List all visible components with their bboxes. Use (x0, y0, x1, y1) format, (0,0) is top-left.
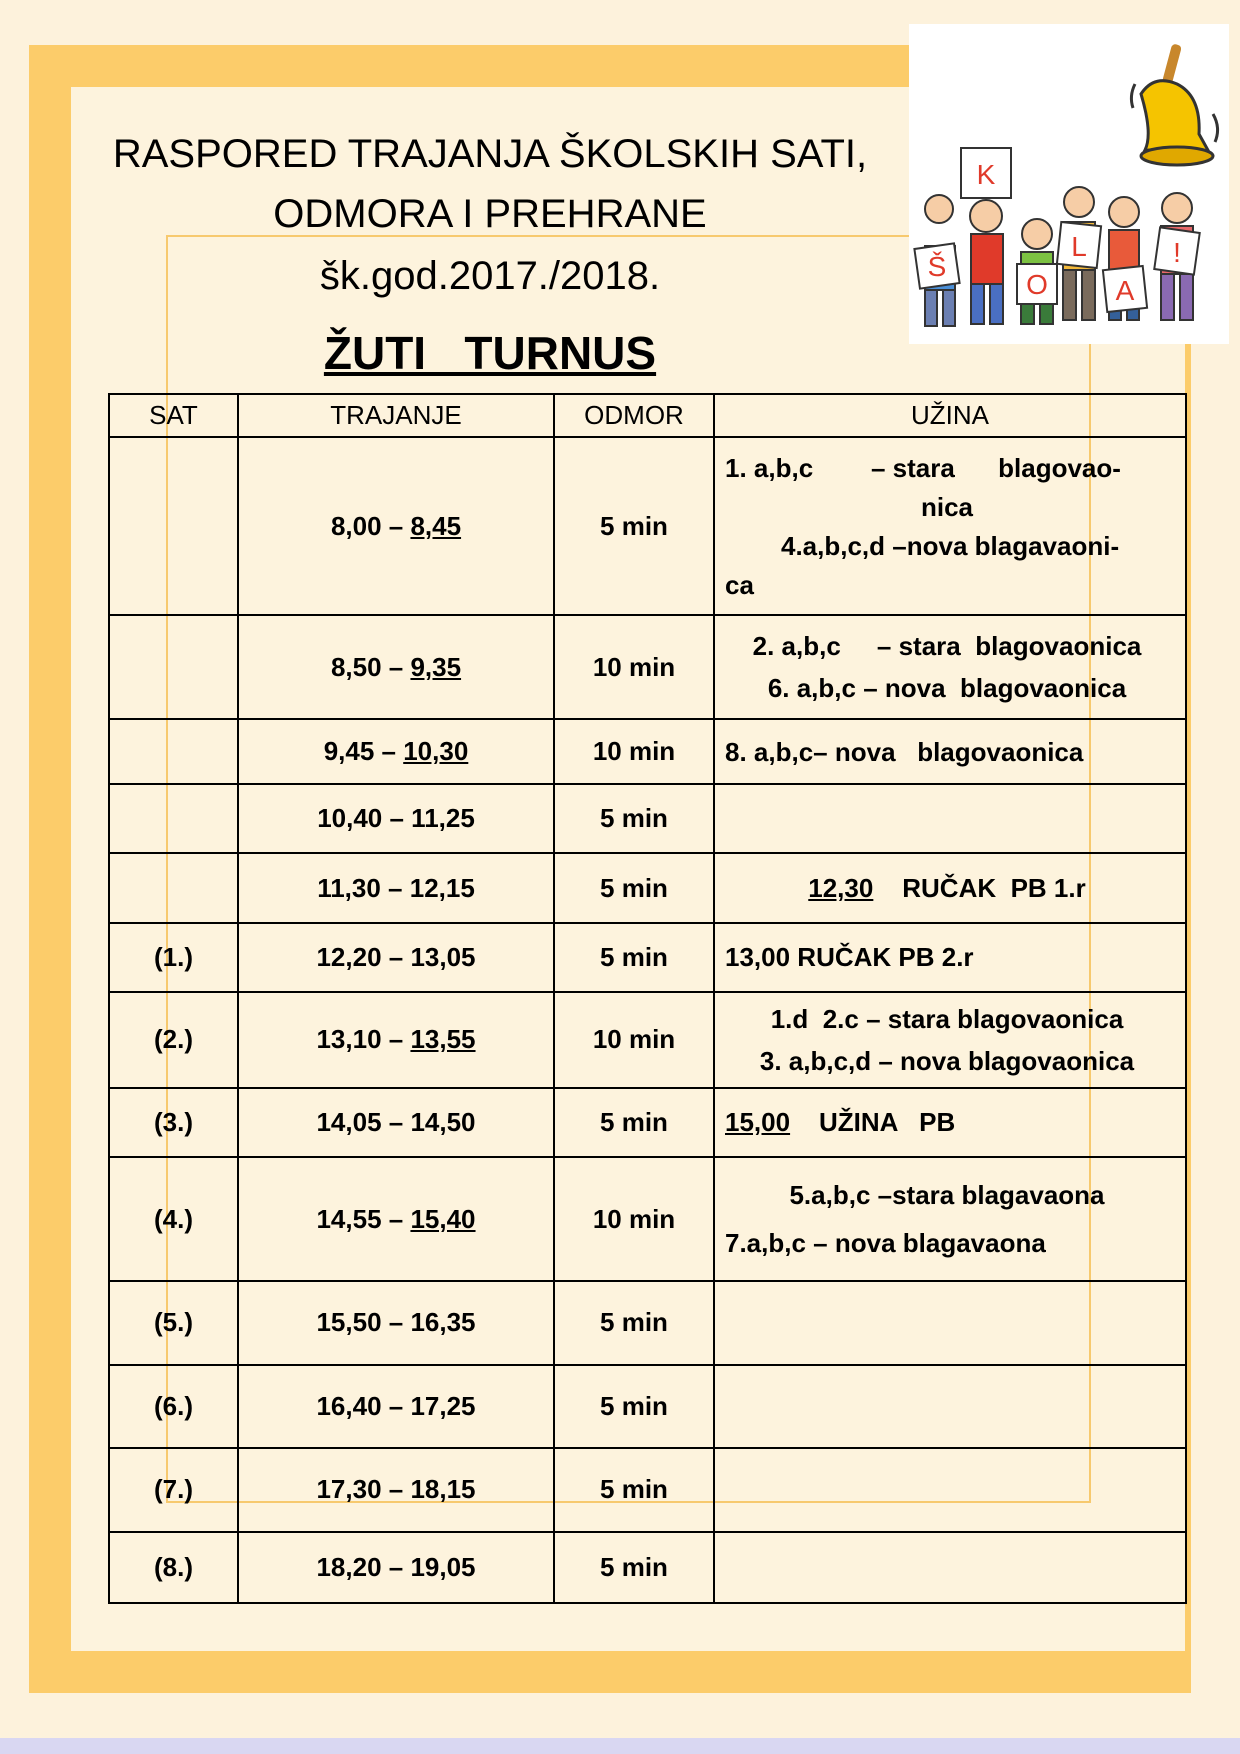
cell-sat: (8.) (109, 1532, 238, 1603)
cell-trajanje (238, 437, 554, 615)
table-row (109, 992, 1186, 1088)
time-start: 16,40 – (316, 1390, 411, 1421)
cell-odmor: 10 min (554, 1157, 714, 1281)
cell-trajanje (238, 1157, 554, 1281)
children-with-bell-illustration (909, 24, 1229, 344)
cell-sat: (2.) (109, 992, 238, 1088)
time-end: 9,35 (410, 651, 462, 682)
header-uzina: UŽINA (714, 394, 1186, 437)
cell-sat: (4.) (109, 1157, 238, 1281)
uzina-time: 12,30 (808, 873, 874, 904)
time-end: 13,05 (410, 941, 476, 972)
title-line-1: RASPORED TRAJANJA ŠKOLSKIH SATI, (112, 132, 868, 176)
cell-odmor: 5 min (554, 923, 714, 992)
cell-uzina (714, 1532, 1186, 1603)
cell-trajanje (238, 853, 554, 922)
uzina-line: 3. a,b,c,d – nova blagovaonica (759, 1045, 1135, 1076)
time-end: 18,15 (410, 1474, 476, 1505)
cell-sat: (3.) (109, 1088, 238, 1157)
sign-letter-k: K (976, 159, 996, 190)
uzina-line: 1. a,b,c – stara blagovao- (725, 452, 1121, 483)
cell-odmor: 10 min (554, 992, 714, 1088)
sign-exclamation: ! (1173, 237, 1181, 268)
uzina-line: 8. a,b,c– nova blagovaonica (725, 736, 1084, 767)
cell-uzina (714, 1088, 1186, 1157)
sign-letter-o: O (1026, 269, 1048, 300)
cell-uzina (714, 853, 1186, 922)
cell-sat (109, 437, 238, 615)
cell-trajanje (238, 1088, 554, 1157)
uzina-text: UŽINA PB (790, 1107, 956, 1138)
uzina-line: 13,00 RUČAK PB 2.r (725, 942, 974, 973)
table-row (109, 853, 1186, 922)
time-start: 9,45 – (323, 736, 404, 767)
time-end: 14,50 (410, 1106, 476, 1137)
cell-odmor: 5 min (554, 1365, 714, 1449)
time-start: 8,00 – (330, 510, 411, 541)
cell-trajanje (238, 615, 554, 719)
time-end: 16,35 (410, 1307, 476, 1338)
time-end: 19,05 (410, 1551, 476, 1582)
uzina-line: 2. a,b,c – stara blagovaonica (752, 631, 1142, 662)
time-end: 10,30 (403, 736, 469, 767)
bottom-stripe (0, 1738, 1240, 1754)
cell-trajanje (238, 992, 554, 1088)
cell-uzina (714, 1281, 1186, 1365)
cell-uzina (714, 784, 1186, 853)
uzina-line: 5.a,b,c –stara blagavaona (789, 1180, 1105, 1210)
table-row (109, 615, 1186, 719)
uzina-line: nica (920, 491, 974, 522)
time-end: 11,25 (411, 803, 475, 834)
uzina-time: 15,00 (725, 1107, 791, 1138)
title-line-2: ODMORA I PREHRANE (273, 192, 707, 236)
cell-uzina (714, 923, 1186, 992)
shift-subtitle: ŽUTI TURNUS (323, 327, 657, 379)
cell-sat: (7.) (109, 1448, 238, 1532)
cell-uzina (714, 1365, 1186, 1449)
time-start: 11,30 – (317, 872, 410, 903)
cell-odmor: 10 min (554, 615, 714, 719)
uzina-line: ca (725, 569, 754, 600)
sign-letter-a: A (1115, 275, 1135, 306)
header-odmor: ODMOR (554, 394, 714, 437)
table-row (109, 1157, 1186, 1281)
cell-trajanje (238, 784, 554, 853)
cell-odmor: 5 min (554, 437, 714, 615)
cell-trajanje (238, 1365, 554, 1449)
cell-odmor: 5 min (554, 1532, 714, 1603)
uzina-line: 1.d 2.c – stara blagovaonica (770, 1003, 1124, 1034)
time-start: 14,05 – (316, 1106, 411, 1137)
time-start: 18,20 – (316, 1551, 411, 1582)
cell-odmor: 5 min (554, 784, 714, 853)
uzina-line: 4.a,b,c,d –nova blagavaoni- (781, 530, 1120, 561)
table-row (109, 1532, 1186, 1603)
header-trajanje: TRAJANJE (238, 394, 554, 437)
time-end: 15,40 (410, 1203, 476, 1234)
cell-trajanje (238, 923, 554, 992)
time-start: 8,50 – (330, 651, 411, 682)
time-start: 15,50 – (316, 1307, 411, 1338)
cell-odmor: 5 min (554, 853, 714, 922)
cell-trajanje (238, 1532, 554, 1603)
cell-sat: (6.) (109, 1365, 238, 1449)
uzina-line: 6. a,b,c – nova blagovaonica (767, 673, 1127, 704)
cell-uzina (714, 719, 1186, 784)
cell-uzina (714, 992, 1186, 1088)
cell-trajanje (238, 1281, 554, 1365)
cell-odmor: 10 min (554, 719, 714, 784)
table-row (109, 923, 1186, 992)
header-sat: SAT (109, 394, 238, 437)
cell-odmor: 5 min (554, 1448, 714, 1532)
bell-icon (1131, 43, 1217, 165)
time-start: 17,30 – (316, 1474, 411, 1505)
cell-odmor: 5 min (554, 1281, 714, 1365)
cell-sat (109, 784, 238, 853)
cell-trajanje (238, 1448, 554, 1532)
cell-sat: (5.) (109, 1281, 238, 1365)
cell-odmor: 5 min (554, 1088, 714, 1157)
table-row (109, 1088, 1186, 1157)
cell-uzina (714, 1448, 1186, 1532)
time-start: 12,20 – (316, 941, 411, 972)
table-header-row (109, 394, 1186, 437)
sign-letter-s: Š (927, 251, 947, 282)
letter-signs (914, 159, 1199, 312)
cell-uzina (714, 615, 1186, 719)
uzina-text: RUČAK PB 1.r (873, 873, 1086, 904)
table-row (109, 1365, 1186, 1449)
cell-sat (109, 853, 238, 922)
uzina-line: 7.a,b,c – nova blagavaona (725, 1228, 1046, 1258)
table-row (109, 1448, 1186, 1532)
time-end: 8,45 (410, 510, 462, 541)
cell-uzina (714, 1157, 1186, 1281)
table-row (109, 719, 1186, 784)
table-row (109, 1281, 1186, 1365)
cell-sat (109, 615, 238, 719)
title-line-3: šk.god.2017./2018. (319, 254, 661, 298)
school-clipart (909, 24, 1229, 344)
schedule-body (109, 437, 1186, 1603)
time-end: 17,25 (410, 1390, 476, 1421)
cell-sat (109, 719, 238, 784)
time-start: 13,10 – (316, 1024, 411, 1055)
time-start: 10,40 – (317, 803, 412, 834)
table-row (109, 784, 1186, 853)
time-end: 12,15 (409, 872, 475, 903)
cell-trajanje (238, 719, 554, 784)
time-end: 13,55 (410, 1024, 476, 1055)
cell-uzina (714, 437, 1186, 615)
table-row (109, 437, 1186, 615)
schedule-table (108, 393, 1187, 1604)
time-start: 14,55 – (316, 1203, 411, 1234)
cell-sat: (1.) (109, 923, 238, 992)
sign-letter-l: L (1071, 231, 1087, 262)
